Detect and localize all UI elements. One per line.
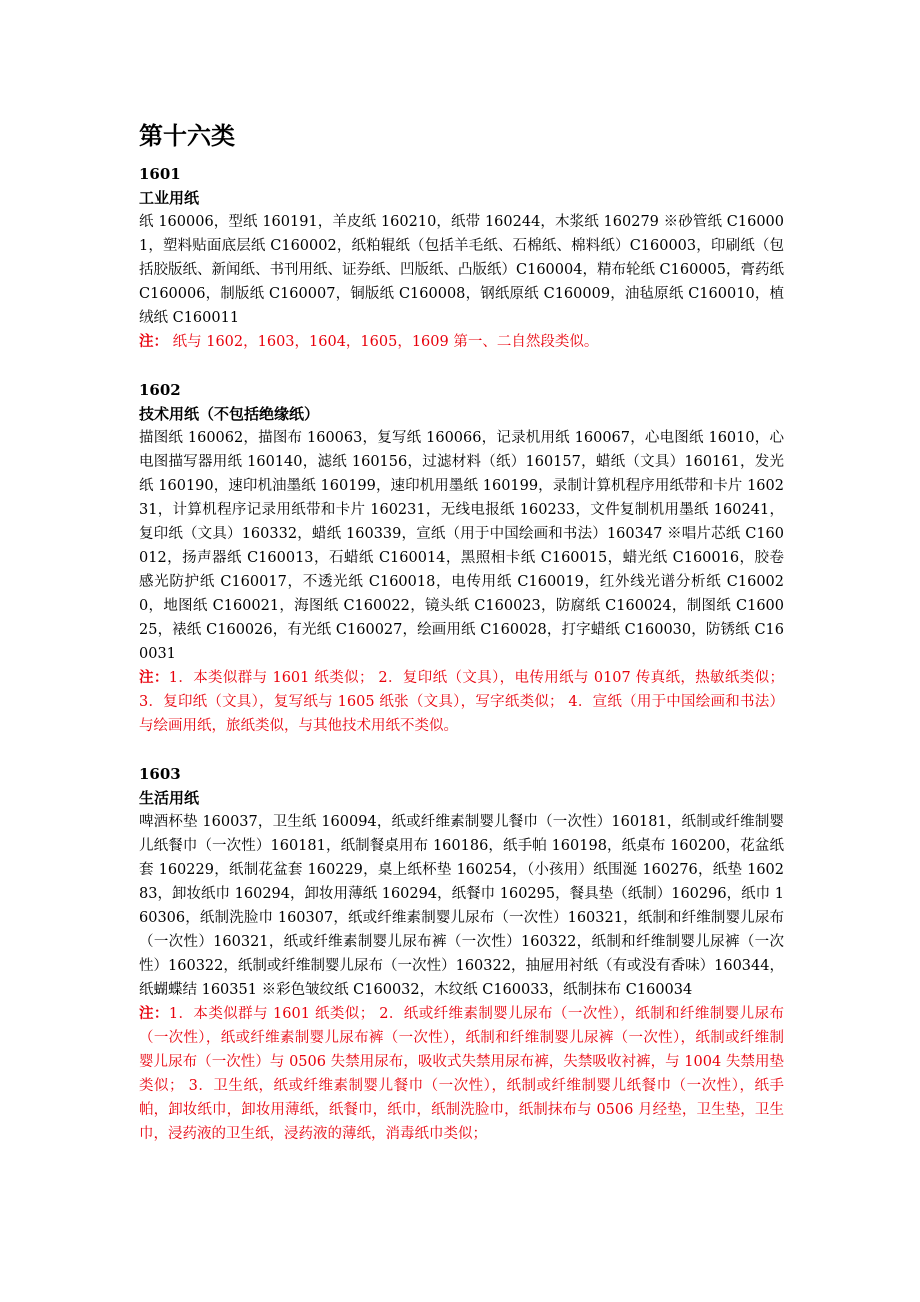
section-code: 1601 [139, 165, 181, 183]
section-body: 纸 160006，型纸 160191，羊皮纸 160210，纸带 160244，木浆纸 160279 ※砂管纸 C160001，塑料贴面底层纸 C160002，纸粕辊纸（包括羊毛纸、石棉纸、棉料纸）C160003，印刷纸（包括胶版纸、新闻纸、书刊用纸、证券纸、凹版纸、凸版纸）C160004，精布轮纸 C160005，膏药纸 C160006，制版纸 C160007，铜版纸 C160008，钢纸原纸 C160009，油毡原纸 C160010，植绒纸 C160011 [139, 214, 784, 326]
note-label: 注： [139, 669, 169, 686]
note-label: 注： [139, 1005, 169, 1022]
section-code: 1603 [139, 765, 181, 783]
section-1603 [139, 762, 784, 1146]
note-text: 1．本类似群与 1601 纸类似； 2．复印纸（文具），电传用纸与 0107 传真纸，热敏纸类似； 3．复印纸（文具），复写纸与 1605 纸张（文具），写字纸类似； 4．宣纸（用于中国绘画和书法）与绘画用纸，旅纸类似，与其他技术用纸不类似。 [139, 670, 785, 734]
spacer [139, 354, 784, 378]
page-title: 第十六类 [139, 121, 235, 150]
section-heading: 生活用纸 [139, 789, 200, 807]
section-heading: 工业用纸 [139, 189, 200, 207]
section-note [139, 666, 784, 738]
section-note [139, 330, 784, 354]
section-1602 [139, 378, 784, 738]
note-label: 注： [139, 333, 168, 350]
note-text: 纸与 1602，1603，1604，1605，1609 第一、二自然段类似。 [168, 334, 599, 350]
section-note [139, 1002, 784, 1146]
section-1601 [139, 162, 784, 354]
document-content [139, 118, 784, 1146]
section-heading: 技术用纸（不包括绝缘纸） [139, 405, 320, 423]
section-body: 啤酒杯垫 160037，卫生纸 160094，纸或纤维素制婴儿餐巾（一次性）160181，纸制或纤维制婴儿纸餐巾（一次性）160181，纸制餐桌用布 160186，纸手帕 160198，纸桌布 160200，花盆纸套 160229，纸制花盆套 160229，桌上纸杯垫 160254，（小孩用）纸围涎 160276，纸垫 160283，卸妆纸巾 160294，卸妆用薄纸 160294，纸餐巾 160295，餐具垫（纸制）160296，纸巾 160306，纸制洗脸巾 160307，纸或纤维素制婴儿尿布（一次性）160321，纸制和纤维制婴儿尿布（一次性）160321，纸或纤维素制婴儿尿布裤（一次性）160322，纸制和纤维制婴儿尿裤（一次性）160322，纸制或纤维制婴儿尿布（一次性）160322，抽屉用衬纸（有或没有香味）160344，纸蝴蝶结 160351 ※彩色皱纹纸 C160032，木纹纸 C160033，纸制抹布 C160034 [139, 814, 784, 998]
spacer [139, 738, 784, 762]
note-text: 1．本类似群与 1601 纸类似； 2．纸或纤维素制婴儿尿布（一次性），纸制和纤维制婴儿尿布（一次性），纸或纤维素制婴儿尿布裤（一次性），纸制和纤维制婴儿尿裤（一次性），纸制或纤维制婴儿尿布（一次性）与 0506 失禁用尿布，吸收式失禁用尿布裤，失禁吸收衬裤，与 1004 失禁用垫类似； 3．卫生纸，纸或纤维素制婴儿餐巾（一次性），纸制或纤维制婴儿纸餐巾（一次性），纸手帕，卸妆纸巾，卸妆用薄纸，纸餐巾，纸巾，纸制洗脸巾，纸制抹布与 0506 月经垫，卫生垫，卫生巾，浸药液的卫生纸，浸药液的薄纸，消毒纸巾类似； [139, 1006, 784, 1142]
section-code: 1602 [139, 381, 181, 399]
section-body: 描图纸 160062，描图布 160063，复写纸 160066，记录机用纸 160067，心电图纸 16010，心电图描写器用纸 160140，滤纸 160156，过滤材料（纸）160157，蜡纸（文具）160161，发光纸 160190，速印机油墨纸 160199，速印机用墨纸 160199，录制计算机程序用纸带和卡片 160231，计算机程序记录用纸带和卡片 160231，无线电报纸 160233，文件复制机用墨纸 160241，复印纸（文具）160332，蜡纸 160339，宣纸（用于中国绘画和书法）160347 ※唱片芯纸 C160012，扬声器纸 C160013，石蜡纸 C160014，黑照相卡纸 C160015，蜡光纸 C160016，胶卷感光防护纸 C160017，不透光纸 C160018，电传用纸 C160019，红外线光谱分析纸 C160020，地图纸 C160021，海图纸 C160022，镜头纸 C160023，防腐纸 C160024，制图纸 C160025，裱纸 C160026，有光纸 C160027，绘画用纸 C160028，打字蜡纸 C160030，防锈纸 C160031 [139, 430, 784, 662]
